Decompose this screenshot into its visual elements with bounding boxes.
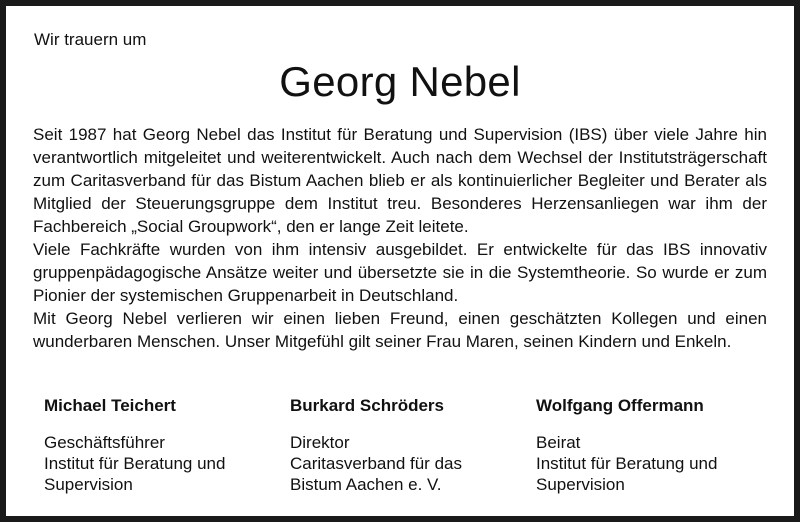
signer-role — [44, 432, 284, 495]
signer-teichert — [44, 396, 284, 495]
signer-role-line: Institut für Beratung und — [536, 454, 718, 473]
deceased-name: Georg Nebel — [279, 58, 521, 105]
signer-role — [290, 432, 530, 495]
signer-role-line: Supervision — [536, 475, 625, 494]
signer-role-line: Caritasverband für das — [290, 454, 462, 473]
signer-offermann — [536, 396, 776, 495]
paragraph: Mit Georg Nebel verlieren wir einen lieben Freund, einen geschätzten Kollegen und einen wunderbaren Menschen. Unser Mitgefühl gilt seiner Frau Maren, seinen Kindern und Enkeln. — [33, 309, 767, 351]
signer-role-line: Direktor — [290, 433, 350, 452]
paragraph: Viele Fachkräfte wurden von ihm intensiv ausgebildet. Er entwickelte für das IBS innovativ gruppenpädagogische Ansätze weiter und übersetzte sie in die Systemtheorie. So wurde er zum Pionier der systemischen Gruppenarbeit in Deutschland. — [33, 240, 767, 305]
signer-schroeders — [290, 396, 530, 495]
signer-role-line: Beirat — [536, 433, 581, 452]
signer-role — [536, 432, 776, 495]
signer-name: Wolfgang Offermann — [536, 396, 704, 415]
intro-line: Wir trauern um — [34, 30, 147, 49]
paragraph: Seit 1987 hat Georg Nebel das Institut für Beratung und Supervision (IBS) über viele Jahre hin verantwortlich mitgeleitet und weiterentwickelt. Auch nach dem Wechsel der Institutsträgerschaft zum Caritasverband für das Bistum Aachen blieb er als kontinuierlicher Begleiter und Berater als Mitglied der Steuerungsgruppe dem Institut treu. Besonderes Herzensanliegen war ihm der Fachbereich „Social Groupwork“, den er lange Zeit leitete. — [33, 125, 767, 236]
signer-role-line: Institut für Beratung und — [44, 454, 226, 473]
signer-name: Michael Teichert — [44, 396, 176, 415]
signer-role-line: Supervision — [44, 475, 133, 494]
signer-role-line: Bistum Aachen e. V. — [290, 475, 442, 494]
signer-name: Burkard Schröders — [290, 396, 444, 415]
obituary-text — [33, 123, 767, 353]
signer-role-line: Geschäftsführer — [44, 433, 165, 452]
